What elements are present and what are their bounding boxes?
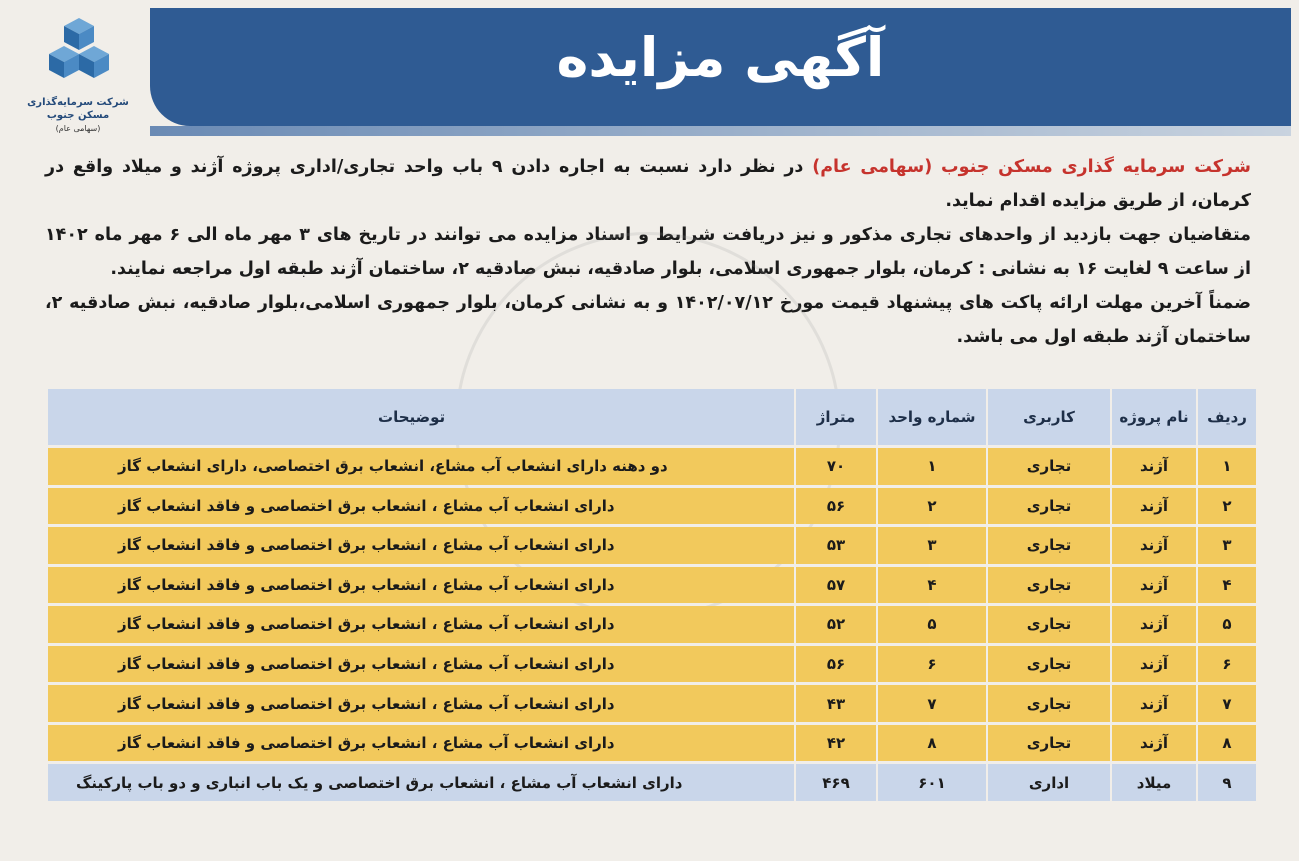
cell-description: دارای انشعاب آب مشاع ، انشعاب برق اختصاصی و یک باب انباری و دو باب پارکینگ [46,764,794,801]
cell-unit-number: ۶۰۱ [876,764,986,801]
paragraph-2: متقاضیان جهت بازدید از واحدهای تجاری مذکور و نیز دریافت شرایط و اسناد مزایده می توانند در تاریخ های ۳ مهر ماه الی ۶ مهر ماه ۱۴۰۲ از ساعت ۹ لغایت ۱۶ به نشانی : کرمان، بلوار جمهوری اسلامی، بلوار صادقیه، نبش صادقیه ۲، ساختمان آژند طبقه اول مراجعه نمایند. [45,225,1252,279]
paragraph-1-text: در نظر دارد نسبت به اجاره دادن ۹ باب واحد تجاری/اداری پروژه آژند و میلاد واقع در کرمان، از طریق مزایده اقدام نماید. [45,157,1251,211]
cell-area: ۵۷ [794,567,876,604]
header-description: توضیحات [46,389,794,445]
cell-area: ۵۶ [794,488,876,525]
header-row-number: ردیف [1196,389,1256,445]
cell-description: دارای انشعاب آب مشاع ، انشعاب برق اختصاصی و فاقد انشعاب گاز [46,527,794,564]
cell-unit-number: ۲ [876,488,986,525]
header-area: متراژ [794,389,876,445]
cell-row-number: ۴ [1196,567,1256,604]
cell-row-number: ۶ [1196,646,1256,683]
cell-unit-number: ۸ [876,725,986,762]
cell-project: آژند [1110,488,1196,525]
cell-area: ۴۳ [794,685,876,722]
table-row [46,527,1256,564]
cell-project: آژند [1110,725,1196,762]
units-table [46,386,1256,804]
cell-row-number: ۱ [1196,448,1256,485]
table-row [46,488,1256,525]
cell-usage: تجاری [986,646,1110,683]
cell-usage: تجاری [986,685,1110,722]
cell-area: ۴۶۹ [794,764,876,801]
cell-row-number: ۵ [1196,606,1256,643]
cell-row-number: ۲ [1196,488,1256,525]
cell-description: دارای انشعاب آب مشاع ، انشعاب برق اختصاصی و فاقد انشعاب گاز [46,606,794,643]
cell-project: آژند [1110,606,1196,643]
cell-unit-number: ۱ [876,448,986,485]
cell-row-number: ۳ [1196,527,1256,564]
cell-usage: اداری [986,764,1110,801]
cell-usage: تجاری [986,488,1110,525]
cell-area: ۵۲ [794,606,876,643]
cell-usage: تجاری [986,725,1110,762]
company-name: شرکت سرمایه گذاری مسکن جنوب (سهامی عام) [812,157,1251,177]
cell-description: دارای انشعاب آب مشاع ، انشعاب برق اختصاصی و فاقد انشعاب گاز [46,725,794,762]
cell-description: دو دهنه دارای انشعاب آب مشاع، انشعاب برق اختصاصی، دارای انشعاب گاز [46,448,794,485]
cell-description: دارای انشعاب آب مشاع ، انشعاب برق اختصاصی و فاقد انشعاب گاز [46,488,794,525]
cell-unit-number: ۶ [876,646,986,683]
cell-project: آژند [1110,448,1196,485]
notice-title: آگهی مزایده [556,26,885,89]
cell-row-number: ۷ [1196,685,1256,722]
cell-area: ۷۰ [794,448,876,485]
table-row [46,725,1256,762]
title-banner [150,8,1291,126]
table-row [46,685,1256,722]
header-project: نام پروژه [1110,389,1196,445]
cell-area: ۵۳ [794,527,876,564]
cell-project: آژند [1110,567,1196,604]
notice-header [0,0,1299,133]
cubes-logo-icon [48,16,110,94]
cell-usage: تجاری [986,448,1110,485]
cell-unit-number: ۷ [876,685,986,722]
cell-description: دارای انشعاب آب مشاع ، انشعاب برق اختصاصی و فاقد انشعاب گاز [46,685,794,722]
notice-body [45,150,1251,354]
cell-area: ۴۲ [794,725,876,762]
header-unit-number: شماره واحد [876,389,986,445]
cell-project: آژند [1110,646,1196,683]
cell-project: آژند [1110,527,1196,564]
cell-usage: تجاری [986,567,1110,604]
paragraph-1 [45,150,1251,218]
cell-usage: تجاری [986,527,1110,564]
table-row [46,567,1256,604]
table-row [46,606,1256,643]
cell-area: ۵۶ [794,646,876,683]
table-row [46,448,1256,485]
cell-row-number: ۸ [1196,725,1256,762]
units-table-wrapper [46,386,1256,804]
logo-line-1: شرکت سرمایه‌گذاری [27,97,129,108]
cell-description: دارای انشعاب آب مشاع ، انشعاب برق اختصاصی و فاقد انشعاب گاز [46,646,794,683]
company-logo [8,8,148,136]
table-row [46,764,1256,801]
cell-unit-number: ۵ [876,606,986,643]
table-row [46,646,1256,683]
paragraph-3: ضمناً آخرین مهلت ارائه پاکت های پیشنهاد قیمت مورخ ۱۴۰۲/۰۷/۱۲ و به نشانی کرمان، بلوار جمهوری اسلامی،بلوار صادقیه، نبش صادقیه ۲، ساختمان آژند طبقه اول می باشد. [45,293,1252,347]
cell-unit-number: ۴ [876,567,986,604]
cell-project: میلاد [1110,764,1196,801]
logo-line-3: (سهامی عام) [55,124,101,133]
header-usage: کاربری [986,389,1110,445]
cell-description: دارای انشعاب آب مشاع ، انشعاب برق اختصاصی و فاقد انشعاب گاز [46,567,794,604]
cell-usage: تجاری [986,606,1110,643]
cell-project: آژند [1110,685,1196,722]
logo-line-2: مسکن جنوب [46,110,110,121]
cell-unit-number: ۳ [876,527,986,564]
table-header-row [46,389,1256,445]
cell-row-number: ۹ [1196,764,1256,801]
